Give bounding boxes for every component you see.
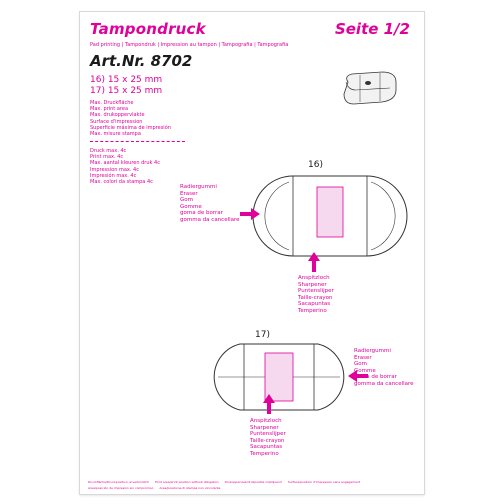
view-16-number: 16) (308, 160, 323, 170)
view-16-up-arrow-icon (308, 252, 320, 272)
max-area-label: Surface d'impression (90, 118, 143, 125)
eraser-label: goma de borrar (354, 374, 397, 381)
max-colors-label: Druck max. 4c (90, 148, 127, 154)
product-thumbnail (338, 68, 402, 108)
view-17-sharpener-labels (250, 418, 286, 458)
sharpener-label: Puntenslijper (250, 431, 286, 438)
eraser-label: Gomme (180, 203, 202, 210)
eraser-label: Eraser (180, 190, 198, 197)
view-16-left-arrow-icon (240, 208, 260, 220)
sharpener-label: Taille-crayon (298, 294, 333, 301)
page-subtitle: Pad printing | Tampondruk | Impression au tampon | Tampografia | Tampografia (90, 42, 289, 48)
max-area-label: Max. drukoppervlakte (90, 112, 145, 119)
sharpener-label: Sacapuntas (298, 301, 331, 308)
eraser-label: Radiergummi (354, 348, 391, 354)
footer-note: Print area/print position without obligation (155, 480, 219, 484)
eraser-label: gomma da cancellare (354, 380, 414, 387)
view-16-sharpener-labels (298, 275, 334, 315)
eraser-label: Gomme (354, 367, 376, 374)
view-17-number: 17) (255, 330, 270, 340)
article-number: Art.Nr. 8702 (90, 52, 193, 70)
max-area-list (90, 100, 171, 137)
max-area-label: Superficie máxima de impresión (90, 124, 171, 131)
eraser-label: Eraser (354, 354, 372, 361)
sharpener-label: Temperino (250, 450, 279, 457)
view-16-eraser-labels (180, 184, 240, 224)
max-area-label: Max. misure stampa (90, 131, 141, 138)
page-number: Seite 1/2 (334, 20, 410, 38)
footer-note: Drukoppervlak/drukpositie vrijblijvend (224, 480, 282, 484)
view-17-eraser-labels (354, 348, 414, 388)
sharpener-label: Puntenslijper (298, 288, 334, 295)
product-sheet (80, 12, 424, 494)
view-17-up-arrow-icon (263, 394, 275, 414)
sharpener-label: Anspitzloch (298, 275, 330, 281)
footer-note: Surface/position d'impression sans engagement (287, 480, 361, 484)
eraser-label: goma de borrar (180, 210, 223, 217)
eraser-label: Radiergummi (180, 184, 217, 190)
max-area-label: Max. print area (90, 106, 129, 113)
sharpener-label: Taille-crayon (250, 437, 285, 444)
eraser-label: gomma da cancellare (180, 216, 240, 223)
sharpener-label: Sharpener (250, 424, 279, 431)
sharpener-label: Sacapuntas (250, 444, 283, 451)
sharpener-label: Anspitzloch (250, 418, 282, 424)
max-colors-label: Impresión max. 4c (90, 172, 137, 179)
max-colors-label: Max. aantal kleuren druk 4c (90, 160, 160, 167)
eraser-label: Gom (180, 197, 193, 204)
view-16-print-area (317, 187, 343, 237)
sharpener-label: Sharpener (298, 281, 327, 288)
max-colors-label: Print max. 4c (90, 154, 124, 161)
footer-notes (88, 480, 416, 490)
section-divider (90, 141, 185, 142)
max-colors-list (90, 148, 160, 185)
page-title: Tampondruck (90, 20, 206, 38)
footer-note: Area/posizione di stampa non vincolante (159, 486, 221, 490)
view-16-eraser-drawing (265, 174, 395, 258)
max-area-label: Max. Druckfläche (90, 100, 134, 106)
footer-note: Área/posición de impresión sin compromiso (88, 486, 154, 490)
print-size-16: 16) 15 x 25 mm (90, 75, 163, 85)
max-colors-label: Max. colori da stampa 4c (90, 179, 153, 186)
eraser-label: Gom (354, 361, 367, 368)
sharpener-label: Temperino (298, 307, 327, 314)
print-size-17: 17) 15 x 25 mm (90, 86, 163, 96)
print-size-list (90, 75, 162, 97)
footer-note: Druckfläche/Druckposition unverbindlich (88, 480, 150, 484)
max-colors-label: Impression max. 4c (90, 166, 139, 173)
view-17-eraser-drawing (214, 342, 344, 412)
